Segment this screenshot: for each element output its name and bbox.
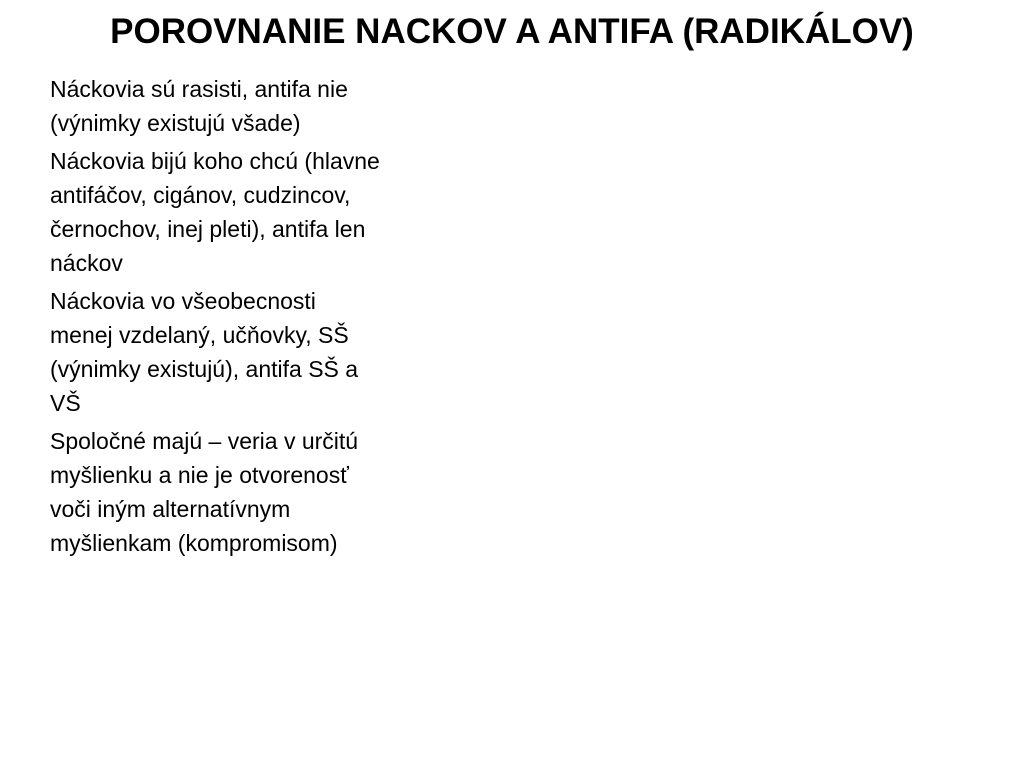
bullet-item: Náckovia bijú koho chcú (hlavne antifáčov, cigánov, cudzincov, černochov, inej pleti), antifa len náckov — [50, 148, 380, 276]
bullet-item: Spoločné majú – veria v určitú myšlienku a nie je otvorenosť voči iným alternatívnym myšlienkam (kompromisom) — [50, 428, 359, 556]
bullet-item: Náckovia sú rasisti, antifa nie (výnimky existujú všade) — [50, 76, 348, 136]
bullet-list — [50, 72, 380, 564]
slide-title: POROVNANIE NACKOV A ANTIFA (RADIKÁLOV) — [110, 12, 914, 51]
bullet-item: Náckovia vo všeobecnosti menej vzdelaný, učňovky, SŠ (výnimky existujú), antifa SŠ a VŠ — [50, 288, 359, 416]
